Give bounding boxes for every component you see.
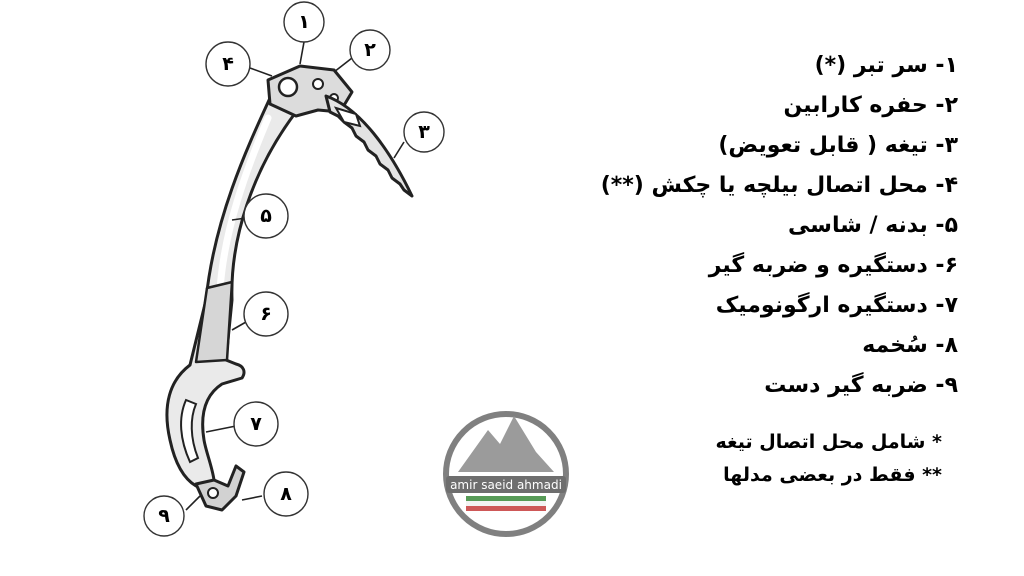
callout-number-7: ۷ <box>250 413 262 435</box>
footnote-double-star: ** فقط در بعضی مدلها <box>723 464 942 486</box>
callout-number-3: ۳ <box>418 121 430 143</box>
callout-line-6 <box>232 322 246 330</box>
callout-number-2: ۲ <box>364 39 376 61</box>
legend-item-2: ۲- حفره کارابین <box>783 93 958 118</box>
footnotes <box>522 426 942 492</box>
parts-legend <box>478 46 958 406</box>
callout-line-4 <box>250 68 272 76</box>
callout-line-9 <box>186 496 200 510</box>
callout-line-7 <box>206 426 236 432</box>
callout-line-2 <box>334 58 352 72</box>
callout-line-1 <box>300 42 304 64</box>
legend-item-4: ۴- محل اتصال بیلچه یا چکش (**) <box>600 173 958 198</box>
watermark-text: amir saeid ahmadi <box>450 478 562 492</box>
callout-number-8: ۸ <box>280 483 292 505</box>
legend-item-5: ۵- بدنه / شاسی <box>788 213 958 238</box>
spike-hole <box>208 488 218 498</box>
callout-line-8 <box>242 496 262 500</box>
legend-item-9: ۹- ضربه گیر دست <box>764 373 958 398</box>
footnote-single-star: * شامل محل اتصال تیغه <box>715 431 942 453</box>
callout-number-9: ۹ <box>158 505 170 527</box>
callout-number-5: ۵ <box>260 205 272 227</box>
watermark-flag-green <box>466 496 546 501</box>
callout-line-3 <box>394 142 404 158</box>
legend-item-1: ۱- سر تبر (*) <box>814 53 958 78</box>
legend-item-3: ۳- تیغه ( قابل تعویض) <box>718 133 958 158</box>
watermark-flag-red <box>466 506 546 511</box>
callout-number-1: ۱ <box>298 11 310 33</box>
callout-number-6: ۶ <box>260 303 272 325</box>
legend-item-8: ۸- سُخمه <box>862 333 958 358</box>
legend-item-7: ۷- دستگیره ارگونومیک <box>715 293 958 318</box>
legend-item-6: ۶- دستگیره و ضربه گیر <box>708 253 958 278</box>
grip-section <box>196 282 232 362</box>
carabiner-hole <box>279 78 297 96</box>
head-bolt <box>313 79 323 89</box>
watermark-flag-white <box>466 501 546 506</box>
callout-number-4: ۴ <box>222 53 234 75</box>
